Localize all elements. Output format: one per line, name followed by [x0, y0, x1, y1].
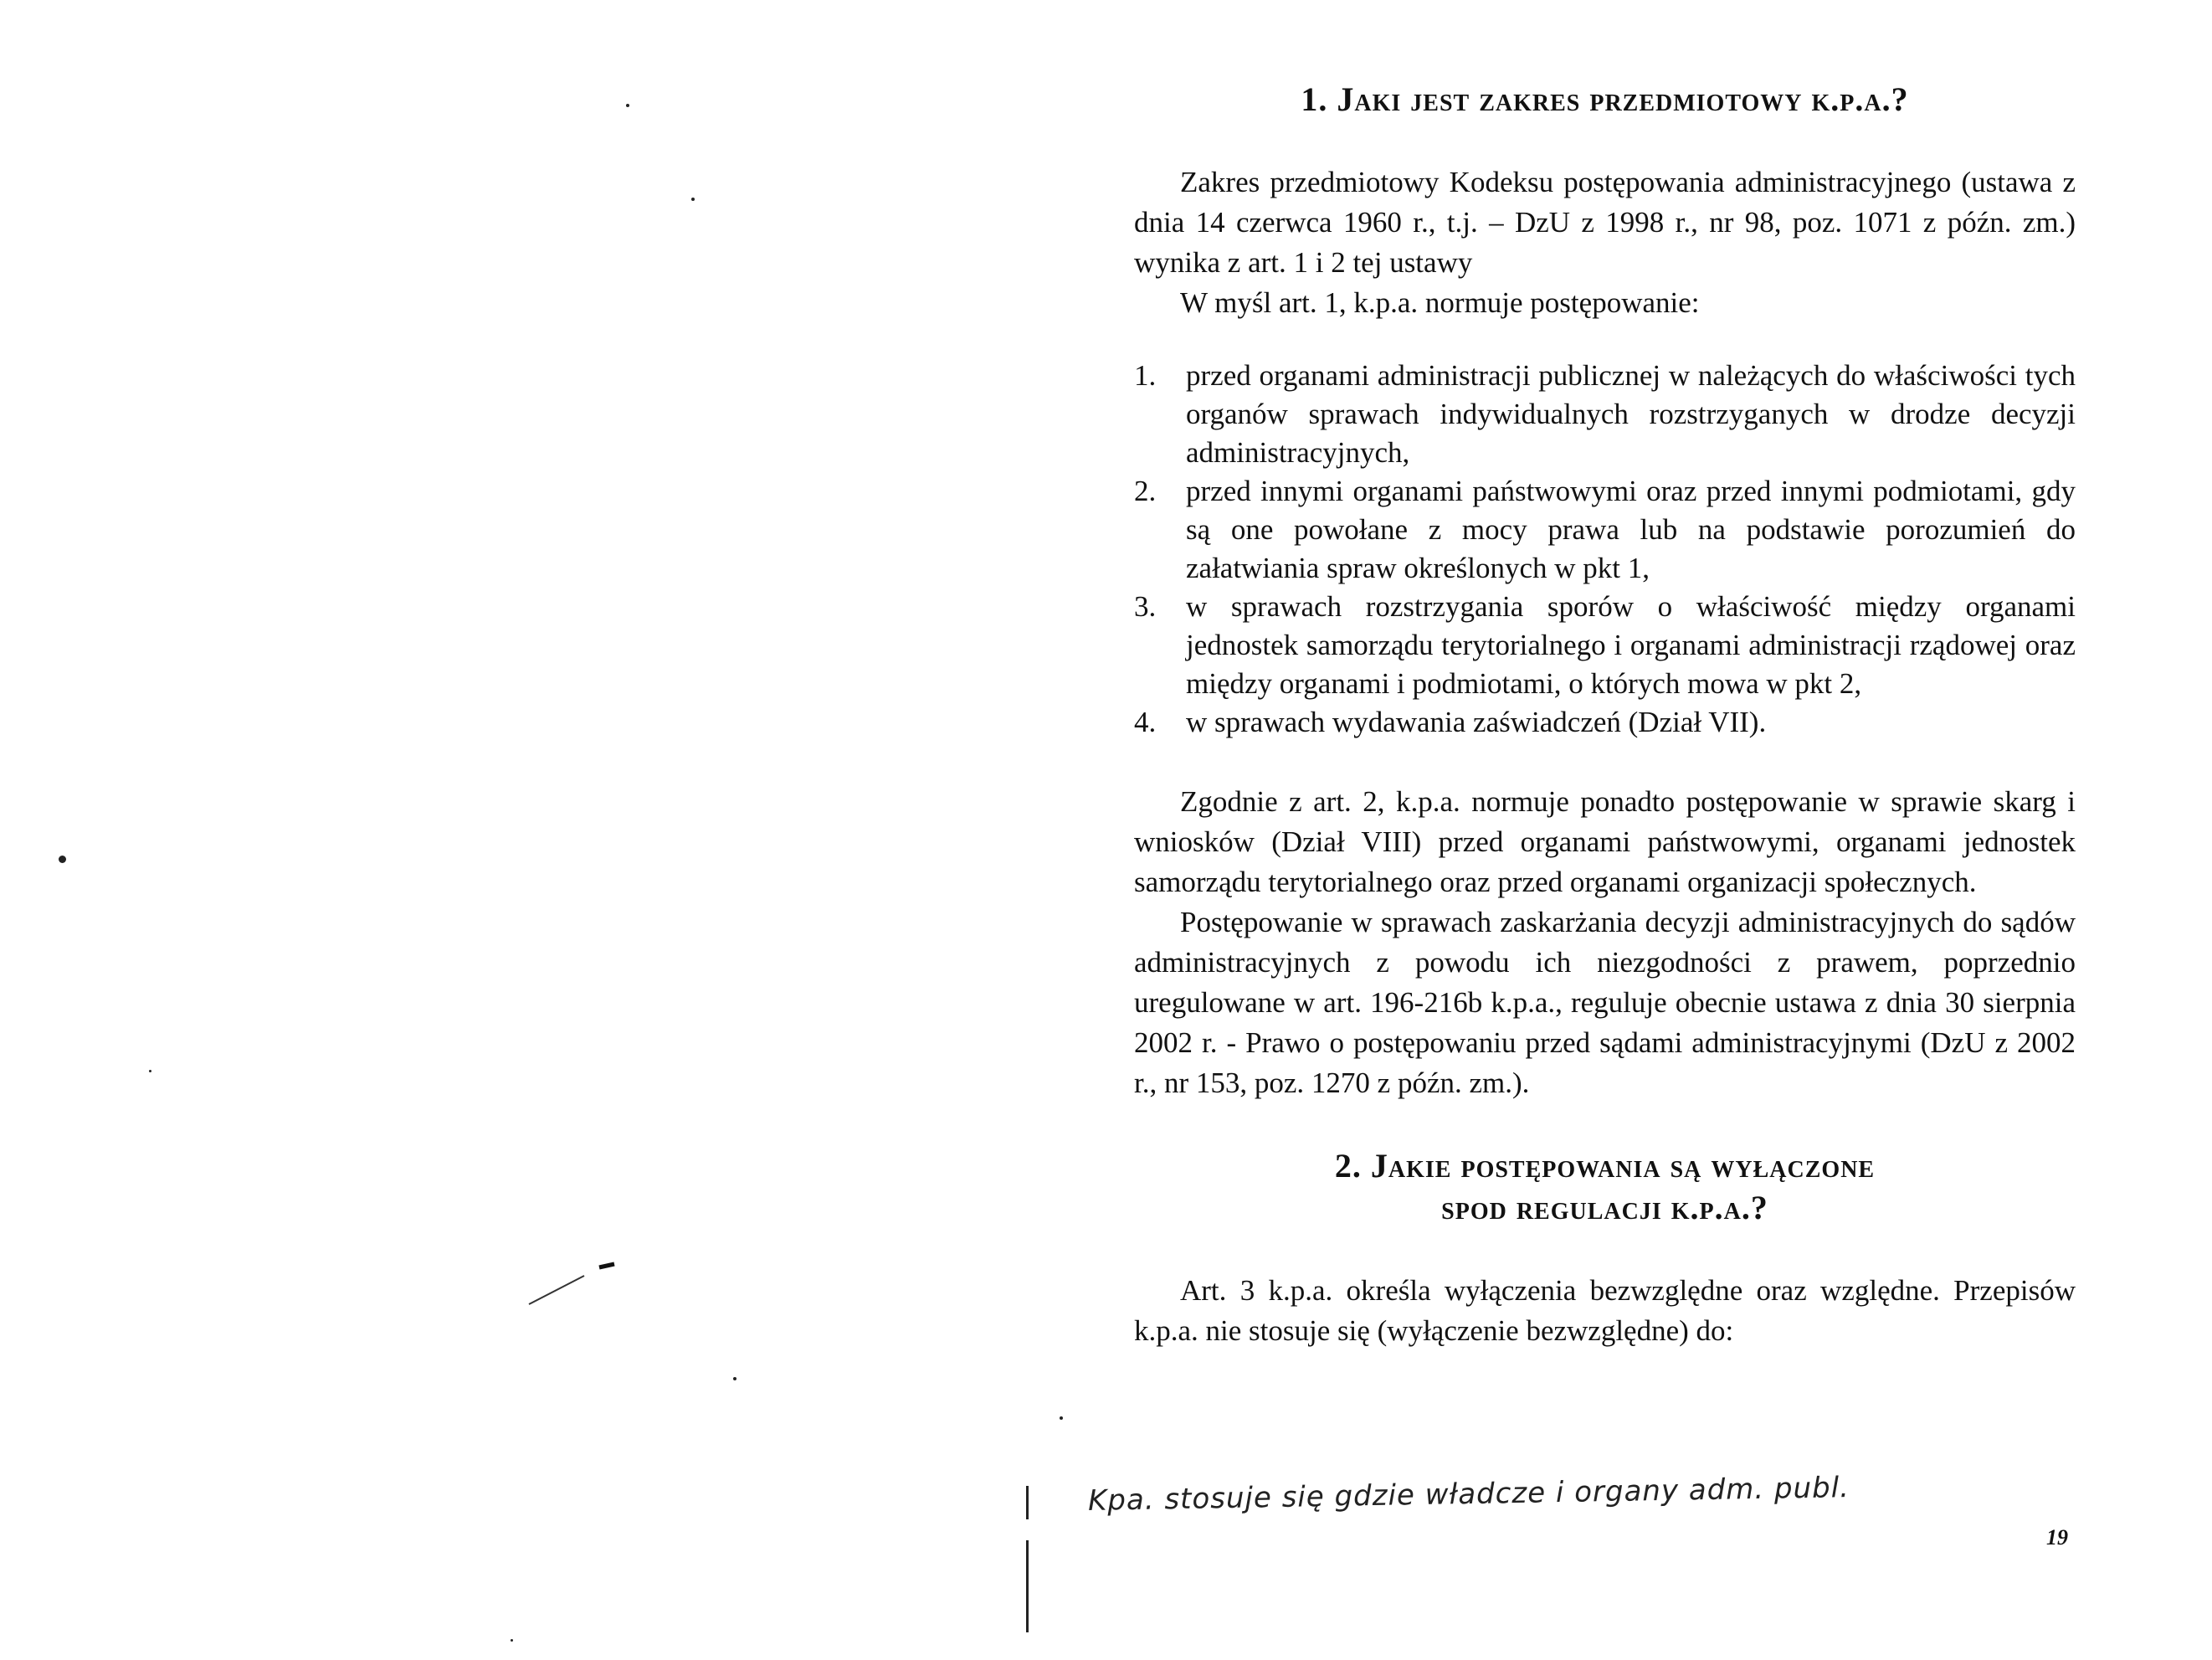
body-paragraph: Art. 3 k.p.a. określa wyłączenia bezwzględne oraz względne. Przepisów k.p.a. nie stosuje się (wyłączenie bezwzględne) do: [1134, 1274, 2076, 1347]
list-item-number: 3. [1134, 590, 1157, 623]
scan-speck [511, 1639, 513, 1642]
page-number: 19 [2046, 1525, 2068, 1550]
scan-speck [1060, 1416, 1063, 1420]
section-heading-2-line-1: 2. Jakie postępowania są wyłączone [1334, 1147, 1876, 1185]
margin-line [1026, 1486, 1029, 1519]
scan-speck [626, 104, 629, 107]
scan-speck [733, 1377, 736, 1380]
list-item [1134, 357, 2076, 472]
body-paragraph: Zgodnie z art. 2, k.p.a. normuje ponadto postępowanie w sprawie skarg i wniosków (Dział VIII) przed organami państwowymi, organami jednostek samorządu terytorialnego oraz przed organami organizacji społecznych. [1134, 785, 2076, 898]
list-item-text: przed organami administracji publicznej w należących do właściwości tych organów sprawach indywidualnych rozstrzyganych w drodze decyzji administracyjnych, [1186, 359, 2076, 469]
margin-line [1026, 1540, 1029, 1632]
section-heading-2-line-2: spod regulacji k.p.a.? [1441, 1189, 1768, 1226]
scan-speck [149, 1070, 151, 1072]
list-item-text: przed innymi organami państwowymi oraz przed innymi podmiotami, gdy są one powołane z mocy prawa lub na podstawie porozumień do załatwiania spraw określonych w pkt 1, [1186, 475, 2076, 584]
scan-speck [59, 856, 66, 863]
intro-paragraph-2: W myśl art. 1, k.p.a. normuje postępowanie: [1180, 286, 1700, 319]
list-item [1134, 472, 2076, 588]
section-heading-1: 1. Jaki jest zakres przedmiotowy k.p.a.? [1301, 80, 1909, 118]
body-paragraph: Postępowanie w sprawach zaskarżania decyzji administracyjnych do sądów administracyjnych z powodu ich niezgodności z prawem, poprzednio uregulowane w art. 196-216b k.p.a., reguluje obecnie ustawa z dnia 30 sierpnia 2002 r. - Prawo o postępowaniu przed sądami administracyjnymi (DzU z 2002 r., nr 153, poz. 1270 z późn. zm.). [1134, 906, 2076, 1099]
handwritten-note: Kpa. stosuje się gdzie władcze i organy adm. publ. [1087, 1471, 1850, 1518]
list-item-number: 2. [1134, 475, 1157, 507]
list-item [1134, 588, 2076, 703]
section-heading-2 [1134, 1145, 2076, 1229]
list-item-text: w sprawach wydawania zaświadczeń (Dział VII). [1186, 706, 1767, 738]
intro-paragraph: Zakres przedmiotowy Kodeksu postępowania administracyjnego (ustawa z dnia 14 czerwca 1960 r., t.j. – DzU z 1998 r., nr 98, poz. 1071 z późn. zm.) wynika z art. 1 i 2 tej ustawy [1134, 166, 2076, 279]
scan-speck [691, 198, 695, 201]
list-item-number: 1. [1134, 359, 1157, 392]
enumerated-list [1134, 357, 2076, 742]
document-page [1134, 80, 2076, 1351]
list-item-number: 4. [1134, 706, 1157, 738]
pencil-mark [526, 1256, 618, 1314]
list-item [1134, 703, 2076, 742]
list-item-text: w sprawach rozstrzygania sporów o właściwość między organami jednostek samorządu terytorialnego i organami administracji rządowej oraz między organami i podmiotami, o których mowa w pkt 2, [1186, 590, 2076, 700]
